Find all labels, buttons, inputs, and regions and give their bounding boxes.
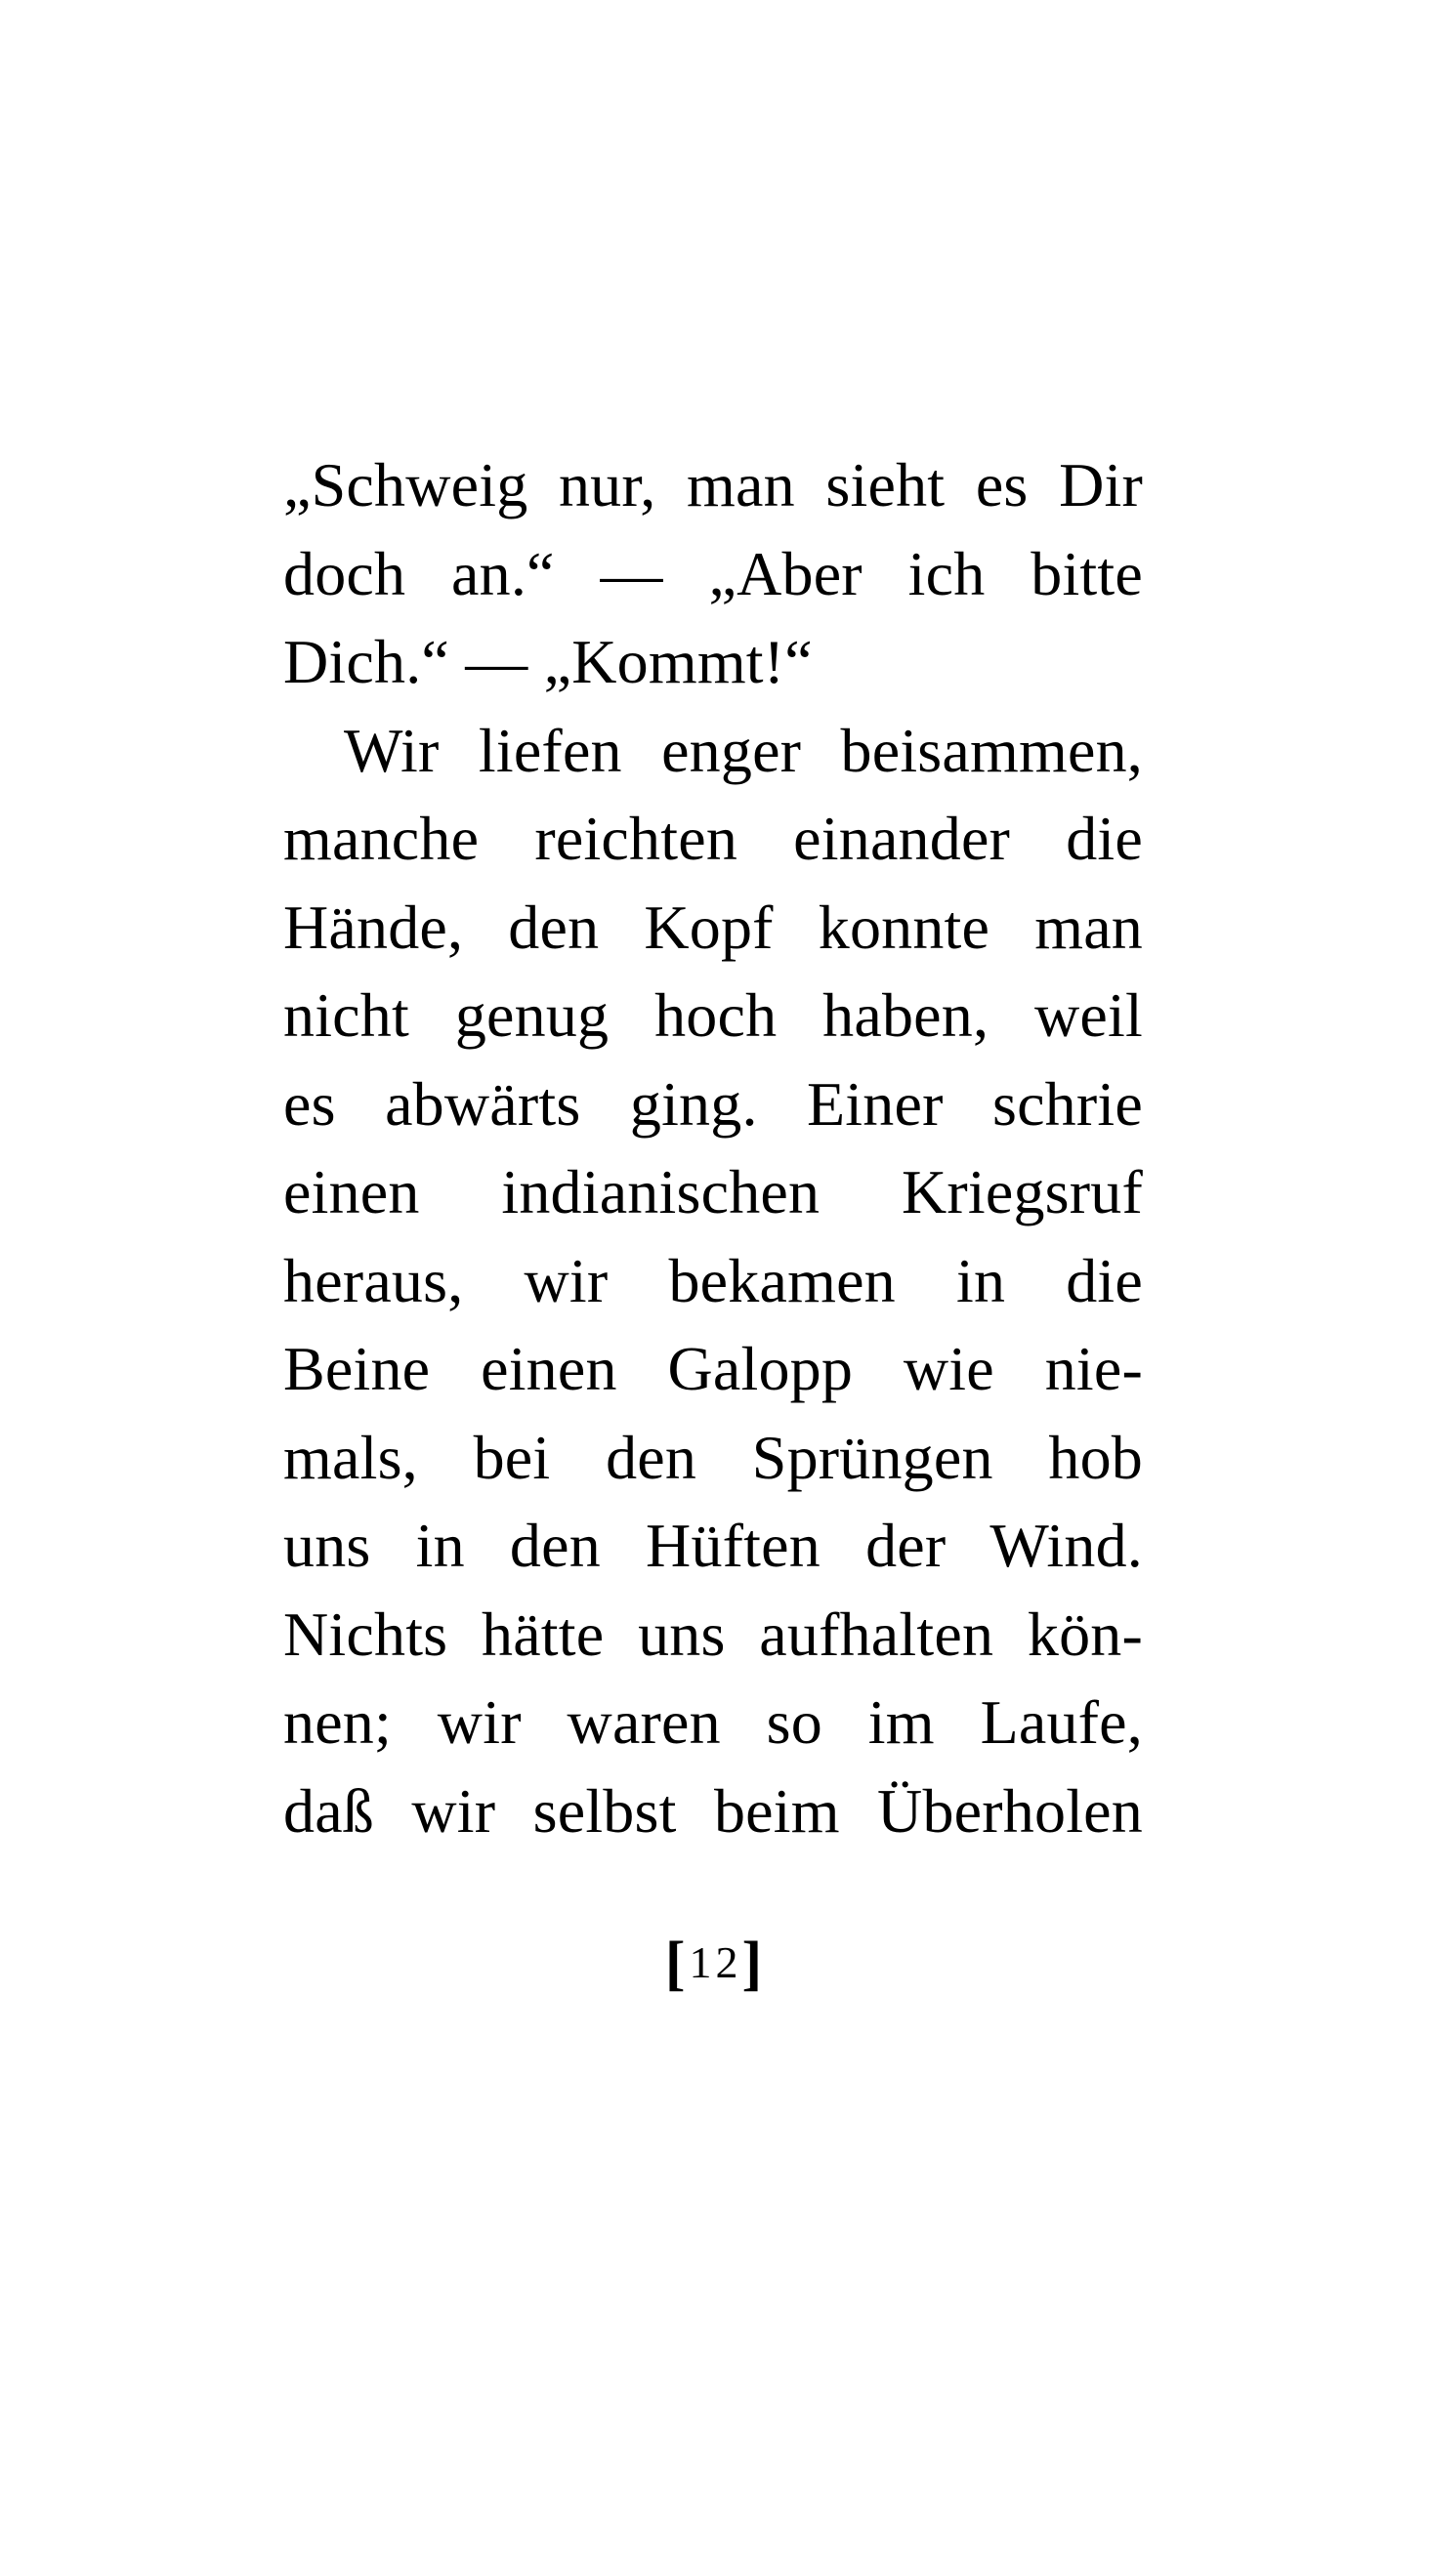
text-line-5: manche reichten einander die (283, 804, 1143, 873)
text-line-16: daß wir selbst beim Überholen (283, 1775, 1143, 1846)
page-number-bracket-open: [ (664, 1931, 690, 1997)
text-line-15: nen; wir waren so im Laufe, (283, 1687, 1143, 1757)
text-line-14: Nichts hätte uns aufhalten kön- (283, 1599, 1143, 1669)
text-line-1: „Schweig nur, man sieht es Dir (283, 450, 1143, 519)
body-text (283, 441, 1143, 1855)
text-line-9: einen indianischen Kriegsruf (283, 1157, 1143, 1226)
page-number-bracket-close: ] (741, 1931, 767, 1997)
page-number-value: 12 (689, 1937, 742, 1987)
text-line-12: mals, bei den Sprüngen hob (283, 1422, 1143, 1492)
text-line-8: es abwärts ging. Einer schrie (283, 1068, 1143, 1139)
text-line-3: Dich.“ — „Kommt!“ (283, 627, 813, 696)
text-line-11: Beine einen Galopp wie nie- (283, 1334, 1143, 1403)
page-number (0, 1931, 1431, 1997)
text-line-6: Hände, den Kopf konnte man (283, 892, 1143, 962)
text-line-2: doch an.“ — „Aber ich bitte (283, 538, 1143, 608)
text-line-10: heraus, wir bekamen in die (283, 1245, 1143, 1315)
text-line-7: nicht genug hoch haben, weil (283, 980, 1143, 1050)
text-line-4: Wir liefen enger beisammen, (344, 715, 1143, 785)
text-line-13: uns in den Hüften der Wind. (283, 1511, 1143, 1580)
